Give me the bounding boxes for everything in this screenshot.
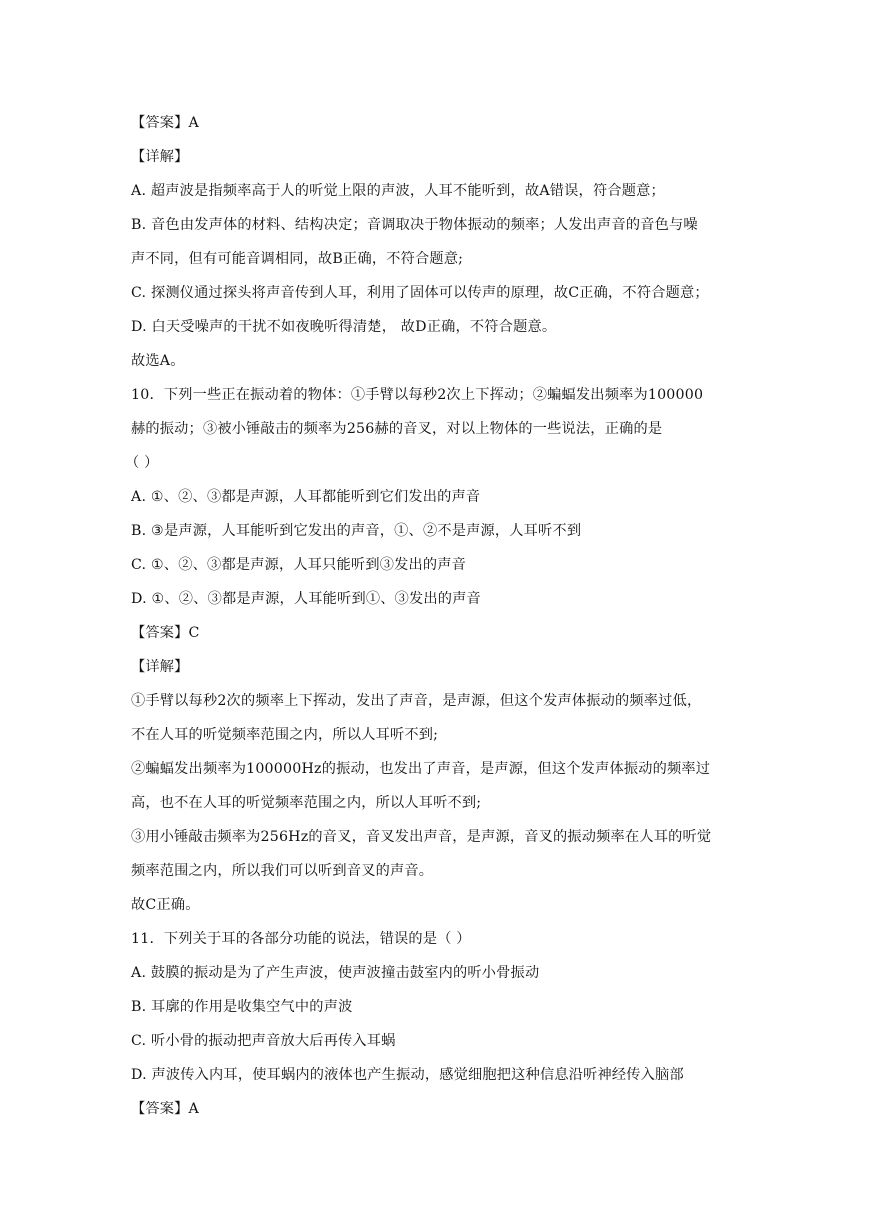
answer-blank: （ ） [125, 455, 159, 471]
explanation-line: ②蝙蝠发出频率为100000Hz的振动，也发出了声音，是声源，但这个发声体振动的频率过 [131, 761, 711, 777]
option-a: A. ①、②、③都是声源，人耳都能听到它们发出的声音 [131, 489, 481, 505]
explanation-line: C. 探测仪通过探头将声音传到人耳，利用了固体可以传声的原理，故C正确，不符合题意； [131, 285, 709, 301]
explanation-line: D. 白天受噪声的干扰不如夜晚听得清楚， 故D正确，不符合题意。 [131, 319, 557, 335]
explanation-line: ③用小锤敲击频率为256Hz的音叉，音叉发出声音，是声源，音叉的振动频率在人耳的听觉 [131, 829, 712, 845]
explanation-line: 高，也不在人耳的听觉频率范围之内，所以人耳听不到; [131, 795, 482, 811]
explanation-line: ①手臂以每秒2次的频率上下挥动，发出了声音，是声源，但这个发声体振动的频率过低， [131, 693, 702, 709]
answer-label-q9: 【答案】A [131, 115, 199, 131]
answer-label-q11: 【答案】A [131, 1101, 199, 1117]
explanation-line: A. 超声波是指频率高于人的听觉上限的声波，人耳不能听到，故A错误，符合题意； [131, 183, 665, 199]
option-b: B. ③是声源，人耳能听到它发出的声音，①、②不是声源，人耳听不到 [131, 523, 582, 539]
answer-label-q10: 【答案】C [131, 625, 200, 641]
explanation-line: B. 音色由发声体的材料、结构决定；音调取决于物体振动的频率；人发出声音的音色与噪 [131, 217, 698, 233]
explanation-label-q10: 【详解】 [131, 659, 189, 675]
option-d: D. 声波传入内耳，使耳蜗内的液体也产生振动，感觉细胞把这种信息沿听神经传入脑部 [131, 1067, 684, 1083]
conclusion-line: 故C正确。 [131, 897, 200, 913]
option-d: D. ①、②、③都是声源，人耳能听到①、③发出的声音 [131, 591, 481, 607]
explanation-line: 声不同，但有可能音调相同，故B正确，不符合题意; [131, 251, 464, 267]
option-b: B. 耳廓的作用是收集空气中的声波 [131, 999, 353, 1015]
question-10-stem: 赫的振动；③被小锤敲击的频率为256赫的音叉，对以上物体的一些说法，正确的是 [131, 421, 663, 437]
option-c: C. ①、②、③都是声源，人耳只能听到③发出的声音 [131, 557, 467, 573]
explanation-label-q9: 【详解】 [131, 149, 189, 165]
option-a: A. 鼓膜的振动是为了产生声波，使声波撞击鼓室内的听小骨振动 [131, 965, 540, 981]
option-c: C. 听小骨的振动把声音放大后再传入耳蜗 [131, 1033, 396, 1049]
question-10-stem: 10．下列一些正在振动着的物体：①手臂以每秒2次上下挥动；②蝙蝠发出频率为100000 [131, 387, 704, 403]
question-11-stem: 11．下列关于耳的各部分功能的说法，错误的是（ ） [131, 931, 471, 947]
explanation-line: 不在人耳的听觉频率范围之内，所以人耳听不到; [131, 727, 439, 743]
conclusion-line: 故选A。 [131, 353, 185, 369]
document-body [125, 106, 741, 1126]
explanation-line: 频率范围之内，所以我们可以听到音叉的声音。 [131, 863, 434, 879]
